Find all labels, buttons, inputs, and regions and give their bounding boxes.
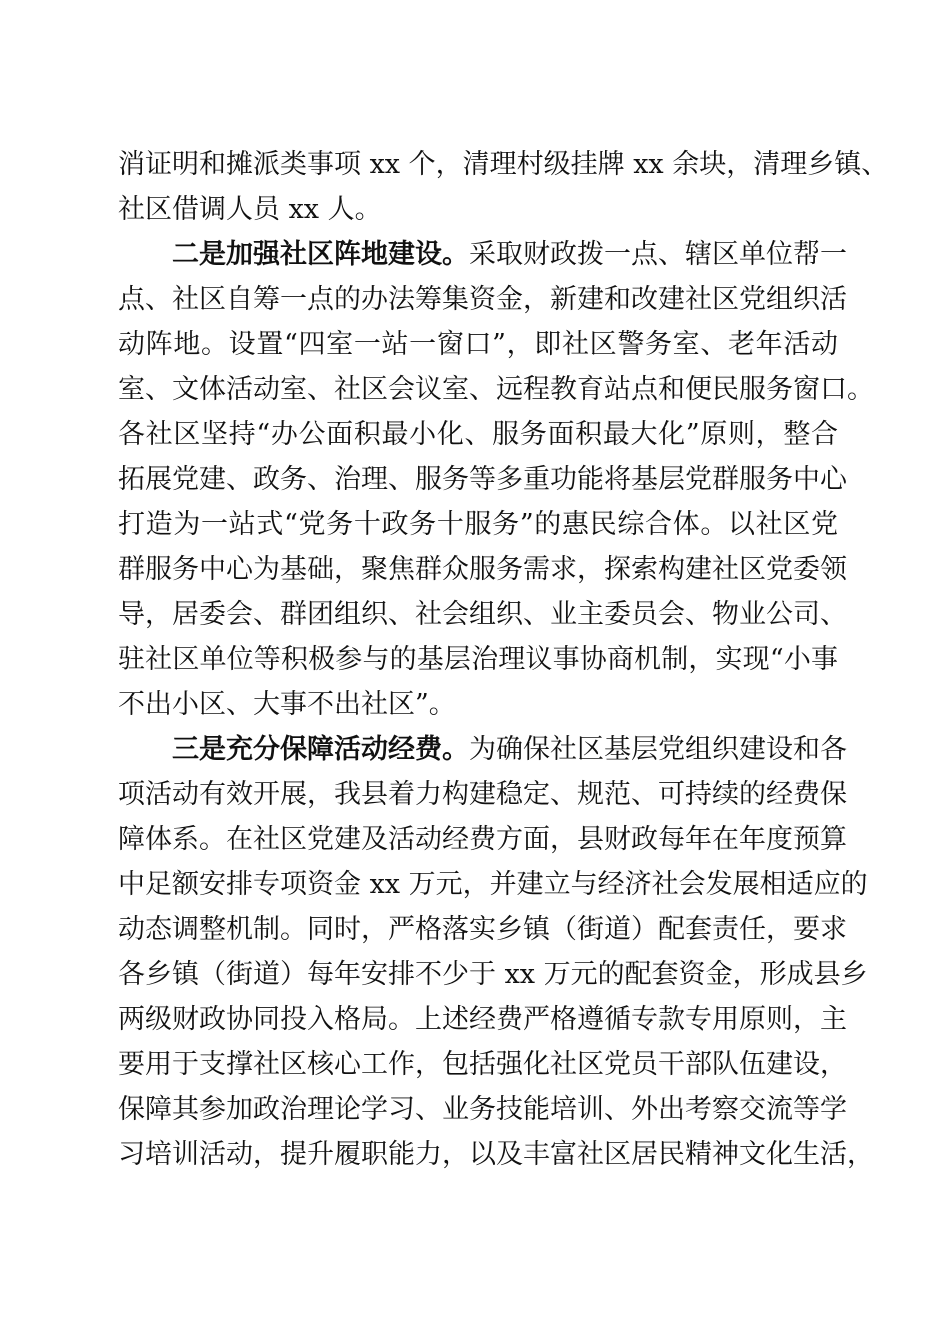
body-text-line: 要用于支撑社区核心工作，包括强化社区党员干部队伍建设， [118,1049,847,1080]
body-text-line: 障体系。在社区党建及活动经费方面，县财政每年在年度预算 [118,824,847,855]
body-text-line: 中足额安排专项资金 xx 万元，并建立与经济社会发展相适应的 [118,869,868,900]
body-text-line: 消证明和摊派类事项 xx 个，清理村级挂牌 xx 余块，清理乡镇、 [118,149,889,180]
body-text-line: 导，居委会、群团组织、社会组织、业主委员会、物业公司、 [118,599,847,630]
body-text-line: 点、社区自筹一点的办法筹集资金，新建和改建社区党组织活 [118,284,847,315]
paragraph-first-line [172,732,847,768]
body-text-line: 室、文体活动室、社区会议室、远程教育站点和便民服务窗口。 [118,374,874,405]
body-text-line: 两级财政协同投入格局。上述经费严格遵循专款专用原则，主 [118,1004,847,1035]
body-text-line: 各社区坚持“办公面积最小化、服务面积最大化”原则，整合 [118,419,838,450]
body-text-line: 驻社区单位等积极参与的基层治理议事协商机制，实现“小事 [118,644,838,675]
paragraph-heading: 二是加强社区阵地建设。 [172,239,469,270]
body-text-line: 动态调整机制。同时，严格落实乡镇（街道）配套责任，要求 [118,914,847,945]
body-text-line: 拓展党建、政务、治理、服务等多重功能将基层党群服务中心 [118,464,847,495]
body-text-line: 保障其参加政治理论学习、业务技能培训、外出考察交流等学 [118,1094,847,1125]
body-text-line: 动阵地。设置“四室一站一窗口”，即社区警务室、老年活动 [118,329,838,360]
body-text-line: 群服务中心为基础，聚焦群众服务需求，探索构建社区党委领 [118,554,847,585]
paragraph-first-line [172,237,847,273]
body-text-line: 各乡镇（街道）每年安排不少于 xx 万元的配套资金，形成县乡 [118,959,868,990]
body-text-line: 打造为一站式“党务十政务十服务”的惠民综合体。以社区党 [118,509,838,540]
body-text: 为确保社区基层党组织建设和各 [469,734,847,765]
body-text-line: 项活动有效开展，我县着力构建稳定、规范、可持续的经费保 [118,779,847,810]
body-text-line: 不出小区、大事不出社区”。 [118,689,456,720]
body-text-line: 社区借调人员 xx 人。 [118,194,382,225]
body-text-line: 习培训活动，提升履职能力，以及丰富社区居民精神文化生活， [118,1139,874,1170]
body-text: 采取财政拨一点、辖区单位帮一 [469,239,847,270]
paragraph-heading: 三是充分保障活动经费。 [172,734,469,765]
